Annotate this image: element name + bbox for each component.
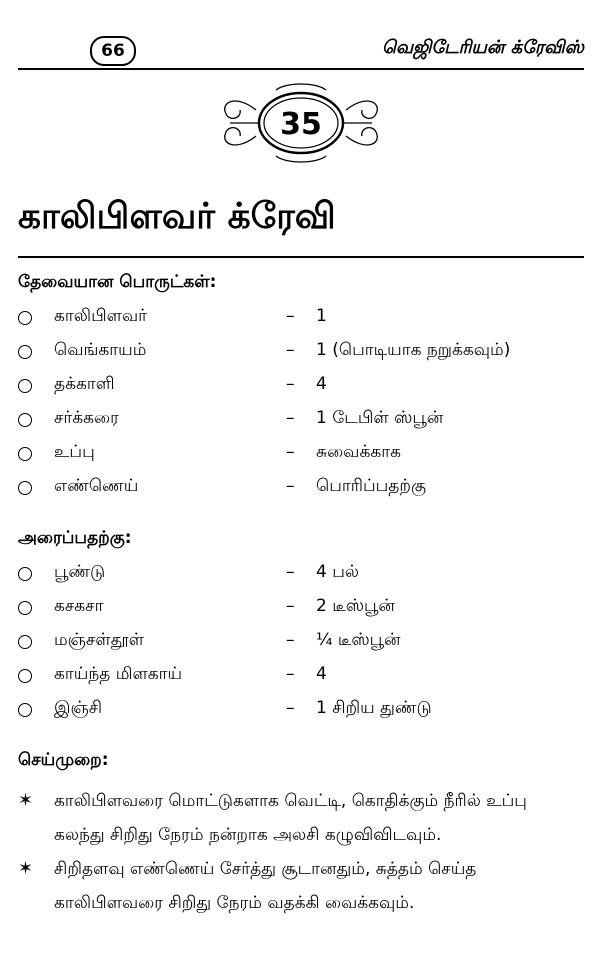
circle-bullet-icon: [18, 413, 32, 427]
ingredient-qty: 1 (பொடியாக நறுக்கவும்): [316, 340, 511, 360]
circle-bullet-icon: [18, 447, 32, 461]
dash-separator: –: [286, 374, 295, 394]
grind-row: [18, 630, 578, 660]
dash-separator: –: [286, 306, 295, 326]
circle-bullet-icon: [18, 567, 32, 581]
circle-bullet-icon: [18, 481, 32, 495]
dash-separator: –: [286, 630, 295, 650]
method-step-line: கலந்து சிறிது நேரம் நன்றாக அலசி கழுவிவிடவும்.: [54, 825, 442, 845]
ingredient-row: [18, 476, 578, 506]
method-step-text: [54, 784, 584, 852]
circle-bullet-icon: [18, 635, 32, 649]
grind-item-qty: ¼ டீஸ்பூன்: [316, 630, 401, 650]
circle-bullet-icon: [18, 601, 32, 615]
grind-item-qty: 4 பல்: [316, 562, 359, 582]
ingredient-name: காலிபிளவர்: [54, 306, 148, 326]
method-step-line: சிறிதளவு எண்ணெய் சேர்த்து சூடானதும், சுத்தம் செய்த: [54, 859, 477, 879]
method-step: [18, 784, 584, 852]
ingredient-name: வெங்காயம்: [54, 340, 147, 360]
grind-row: [18, 664, 578, 694]
dash-separator: –: [286, 442, 295, 462]
dash-separator: –: [286, 408, 295, 428]
book-title: வெஜிடேரியன் க்ரேவிஸ்: [381, 37, 584, 58]
ingredient-qty: 4: [316, 374, 327, 394]
dash-separator: –: [286, 664, 295, 684]
page-header: [18, 30, 584, 70]
star-bullet-icon: ✶: [18, 790, 34, 811]
ingredient-row: [18, 340, 578, 370]
title-divider: [18, 256, 584, 258]
grind-heading: அரைப்பதற்கு:: [18, 528, 132, 548]
grind-item-qty: 1 சிறிய துண்டு: [316, 698, 432, 718]
grind-row: [18, 562, 578, 592]
ingredient-name: எண்ணெய்: [54, 476, 139, 496]
dash-separator: –: [286, 340, 295, 360]
ingredient-row: [18, 442, 578, 472]
grind-item-qty: 4: [316, 664, 327, 684]
dash-separator: –: [286, 698, 295, 718]
circle-bullet-icon: [18, 703, 32, 717]
page-number: 66: [90, 36, 136, 66]
grind-item-name: கசகசா: [54, 596, 104, 616]
grind-item-name: காய்ந்த மிளகாய்: [54, 664, 183, 684]
circle-bullet-icon: [18, 345, 32, 359]
recipe-number: 35: [280, 107, 322, 142]
recipe-title: காலிபிளவர் க்ரேவி: [18, 196, 336, 237]
circle-bullet-icon: [18, 311, 32, 325]
method-step-text: [54, 852, 584, 920]
grind-item-name: இஞ்சி: [54, 698, 103, 718]
ingredient-qty: 1 டேபிள் ஸ்பூன்: [316, 408, 444, 428]
header-divider: [18, 68, 584, 70]
method-heading: செய்முறை:: [18, 750, 109, 770]
dash-separator: –: [286, 562, 295, 582]
grind-row: [18, 698, 578, 728]
grind-item-name: மஞ்சள்தூள்: [54, 630, 144, 650]
ingredient-qty: பொரிப்பதற்கு: [316, 476, 426, 496]
ingredient-name: உப்பு: [54, 442, 95, 462]
circle-bullet-icon: [18, 379, 32, 393]
grind-row: [18, 596, 578, 626]
ingredient-qty: சுவைக்காக: [316, 442, 401, 462]
star-bullet-icon: ✶: [18, 858, 34, 879]
ingredient-qty: 1: [316, 306, 327, 326]
dash-separator: –: [286, 596, 295, 616]
ingredient-name: தக்காளி: [54, 374, 115, 394]
circle-bullet-icon: [18, 669, 32, 683]
ingredient-row: [18, 374, 578, 404]
grind-item-name: பூண்டு: [54, 562, 106, 582]
dash-separator: –: [286, 476, 295, 496]
method-step-line: காலிபிளவரை சிறிது நேரம் வதக்கி வைக்கவும்.: [54, 893, 415, 913]
method-step-line: காலிபிளவரை மொட்டுகளாக வெட்டி, கொதிக்கும் நீரில் உப்பு: [54, 791, 527, 811]
ingredient-name: சர்க்கரை: [54, 408, 119, 428]
method-step: [18, 852, 584, 920]
ingredient-row: [18, 408, 578, 438]
ingredients-heading: தேவையான பொருட்கள்:: [18, 272, 217, 292]
ingredient-row: [18, 306, 578, 336]
recipe-number-emblem: [216, 80, 386, 166]
grind-item-qty: 2 டீஸ்பூன்: [316, 596, 395, 616]
